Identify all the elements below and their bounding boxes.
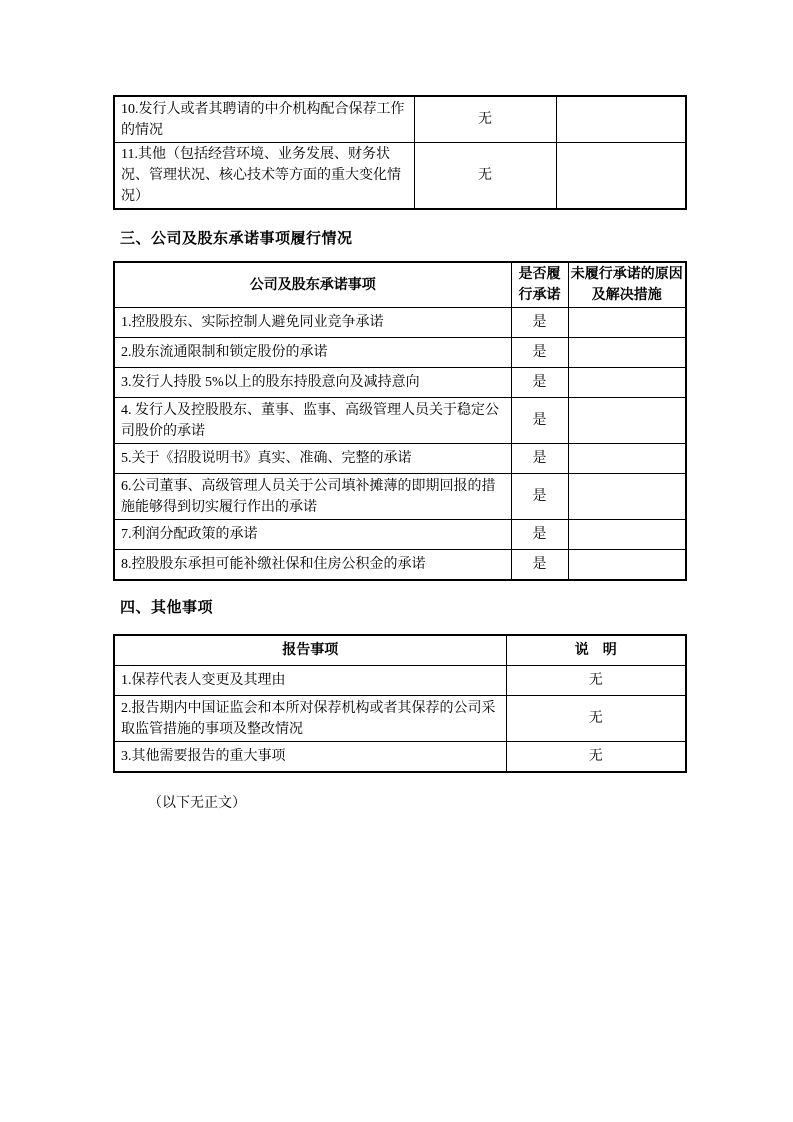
remark-cell <box>568 550 686 581</box>
table-row <box>114 474 686 520</box>
item-cell: 1.保荐代表人变更及其理由 <box>114 666 506 696</box>
commitments-table <box>113 261 687 581</box>
table-row <box>114 696 686 742</box>
header-report-items: 报告事项 <box>114 635 506 666</box>
document-page <box>113 0 685 812</box>
remark-cell <box>568 338 686 368</box>
table-row <box>114 550 686 581</box>
status-cell: 是 <box>511 550 568 581</box>
item-cell: 3.其他需要报告的重大事项 <box>114 742 506 773</box>
status-cell: 是 <box>511 398 568 444</box>
item-cell: 6.公司董事、高级管理人员关于公司填补摊薄的即期回报的措施能够得到切实履行作出的承诺 <box>114 474 511 520</box>
header-commitment-items: 公司及股东承诺事项 <box>114 262 511 308</box>
section-3-heading: 三、公司及股东承诺事项履行情况 <box>120 231 353 247</box>
table-row <box>114 520 686 550</box>
item-cell: 7.利润分配政策的承诺 <box>114 520 511 550</box>
item-cell: 11.其他（包括经营环境、业务发展、财务状况、管理状况、核心技术等方面的重大变化情况） <box>114 143 414 210</box>
item-cell: 10.发行人或者其聘请的中介机构配合保荐工作的情况 <box>114 96 414 143</box>
section-4-heading: 四、其他事项 <box>120 600 214 616</box>
table-header-row <box>114 635 686 666</box>
item-cell: 2.股东流通限制和锁定股份的承诺 <box>114 338 511 368</box>
explanation-cell: 无 <box>506 666 686 696</box>
remark-cell <box>556 96 686 143</box>
table-row <box>114 444 686 474</box>
other-matters-table <box>113 634 687 773</box>
table-header-row <box>114 262 686 308</box>
table-row <box>114 308 686 338</box>
no-further-text-note: （以下无正文） <box>148 796 246 811</box>
remark-cell <box>568 398 686 444</box>
header-explanation: 说 明 <box>506 635 686 666</box>
item-cell: 5.关于《招股说明书》真实、准确、完整的承诺 <box>114 444 511 474</box>
remark-cell <box>568 474 686 520</box>
table-row <box>114 143 686 210</box>
status-cell: 是 <box>511 474 568 520</box>
remark-cell <box>568 444 686 474</box>
table-row <box>114 666 686 696</box>
prior-section-table <box>113 95 687 210</box>
item-cell: 2.报告期内中国证监会和本所对保荐机构或者其保荐的公司采取监管措施的事项及整改情况 <box>114 696 506 742</box>
table-row <box>114 398 686 444</box>
remark-cell <box>568 368 686 398</box>
explanation-cell: 无 <box>506 742 686 773</box>
table-row <box>114 96 686 143</box>
explanation-cell: 无 <box>506 696 686 742</box>
table-row <box>114 368 686 398</box>
status-cell: 是 <box>511 368 568 398</box>
remark-cell <box>568 308 686 338</box>
item-cell: 4. 发行人及控股股东、董事、监事、高级管理人员关于稳定公司股价的承诺 <box>114 398 511 444</box>
item-cell: 3.发行人持股 5%以上的股东持股意向及减持意向 <box>114 368 511 398</box>
header-fulfilled: 是否履行承诺 <box>511 262 568 308</box>
table-row <box>114 338 686 368</box>
status-cell: 是 <box>511 338 568 368</box>
remark-cell <box>568 520 686 550</box>
status-cell: 无 <box>414 143 556 210</box>
table-row <box>114 742 686 773</box>
item-cell: 8.控股股东承担可能补缴社保和住房公积金的承诺 <box>114 550 511 581</box>
status-cell: 无 <box>414 96 556 143</box>
status-cell: 是 <box>511 444 568 474</box>
status-cell: 是 <box>511 308 568 338</box>
status-cell: 是 <box>511 520 568 550</box>
header-unfulfilled-reason: 未履行承诺的原因及解决措施 <box>568 262 686 308</box>
item-cell: 1.控股股东、实际控制人避免同业竞争承诺 <box>114 308 511 338</box>
remark-cell <box>556 143 686 210</box>
